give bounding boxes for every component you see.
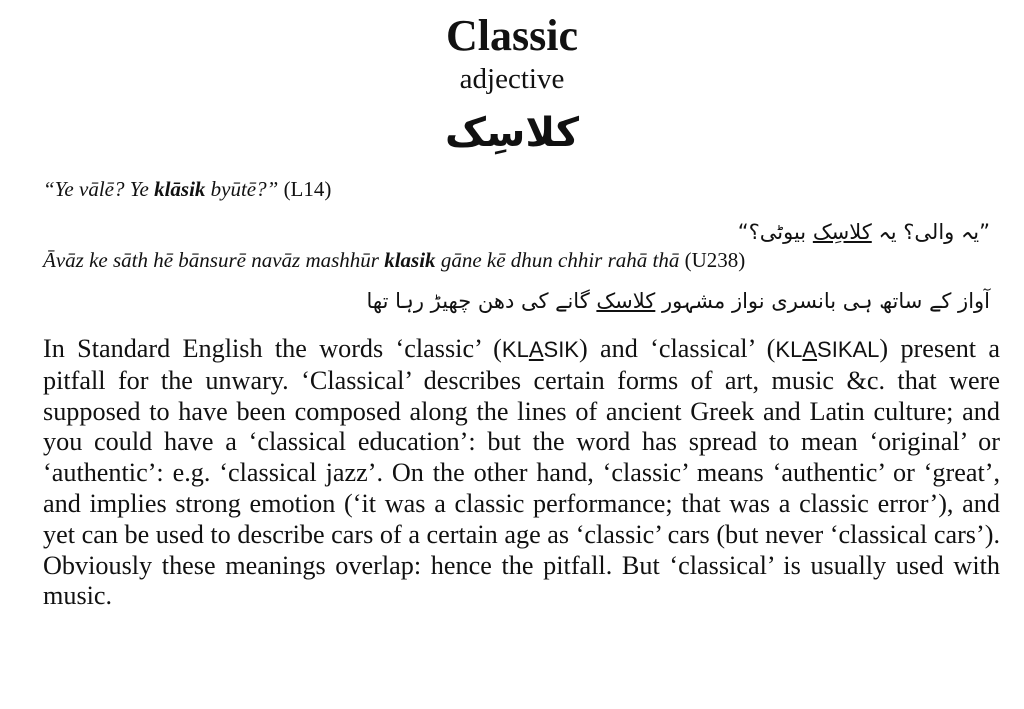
example-urdu-1: ”یہ والی؟ یہ کلاسِک بیوٹی؟“ (737, 220, 990, 244)
headword: Classic (446, 11, 578, 60)
pronunciation-classic: KLASIK (501, 337, 579, 362)
part-of-speech: adjective (459, 63, 565, 95)
usage-paragraph: In Standard English the words ‘classic’ (KLASIK) and ‘classical’ (KLASIKAL) present a pitfall for the unwary. ‘Classical’ describes certain forms of art, music &c. that were supposed to have been composed along the lines of ancient Greek and Latin culture; and you could have a ‘classical education’: but the word has spread to mean ‘original’ or ‘authentic’: e.g. ‘classical jazz’. On the other hand, ‘classic’ means ‘authentic’ or ‘great’, and implies strong emotion (‘it was a classic performance; that was a classic error’), and yet can be used to describe cars of a certain age as ‘classic’ cars (but never ‘classical cars’). Obviously these meanings overlap: hence the pitfall. But ‘classical’ is usually used with music. (43, 334, 1001, 611)
example-urdu-2: آواز کے ساتھ ہی بانسری نواز مشہور کلاسک گانے کی دھن چھیڑ رہا تھا (366, 289, 990, 313)
usage-note (43, 334, 1000, 612)
example-transliteration-2: Āvāz ke sāth hē bānsurē navāz mashhūr klasik gāne kē dhun chhir rahā thā (U238) (43, 248, 746, 272)
urdu-headword: کلاسِک (445, 110, 579, 156)
example-transliteration-1: “Ye vālē? Ye klāsik byūtē?” (L14) (43, 177, 332, 201)
pronunciation-classical: KLASIKAL (775, 337, 880, 362)
